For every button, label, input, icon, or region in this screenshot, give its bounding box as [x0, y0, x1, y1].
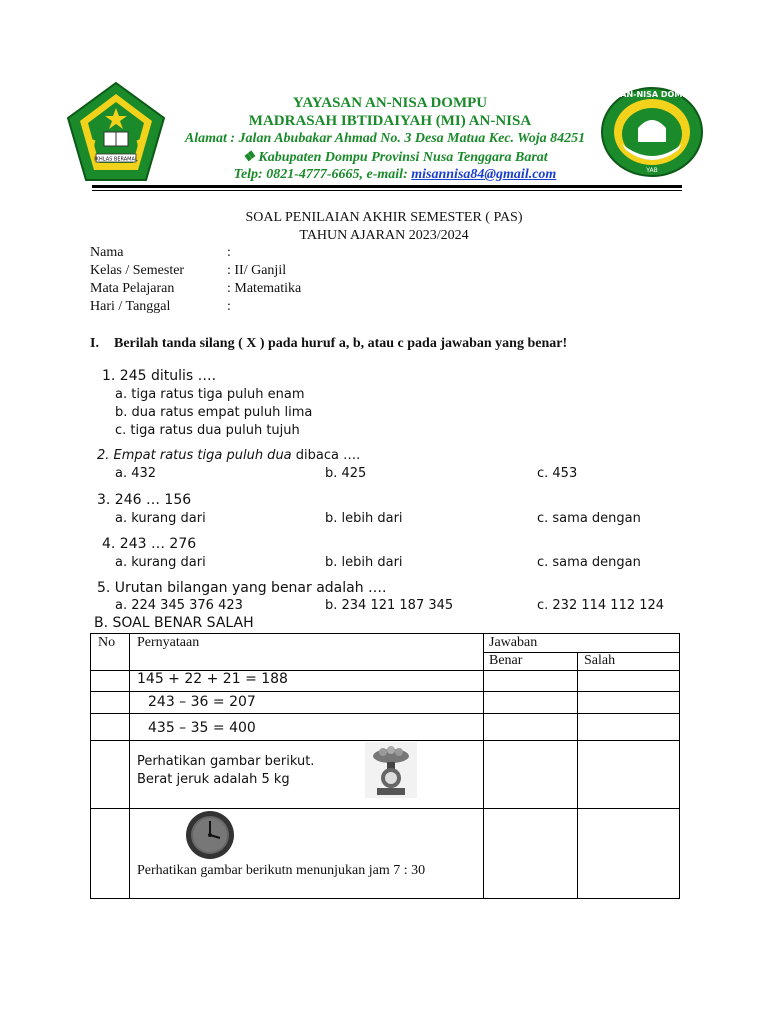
- identity-label-date: Hari / Tanggal: [90, 299, 171, 314]
- q2-option-c[interactable]: c. 453: [537, 466, 578, 481]
- header-answer: Jawaban: [489, 635, 538, 650]
- identity-value-name: :: [227, 245, 231, 260]
- true-false-table: [90, 633, 680, 899]
- q5-option-b[interactable]: b. 234 121 187 345: [325, 598, 454, 613]
- q1-option-a[interactable]: a. tiga ratus tiga puluh enam: [115, 387, 305, 402]
- header-no: No: [98, 635, 116, 650]
- statement-2: 243 – 36 = 207: [148, 694, 256, 710]
- q5-option-a[interactable]: a. 224 345 376 423: [115, 598, 243, 613]
- statement-5: Perhatikan gambar berikutn menunjukan jam 7 : 30: [137, 863, 426, 878]
- q2-option-b[interactable]: b. 425: [325, 466, 367, 481]
- clock-image: [183, 810, 237, 860]
- header-district-row: [190, 149, 600, 166]
- header-district: Kabupaten Dompu Provinsi Nusa Tenggara Barat: [258, 150, 548, 165]
- title-line1: SOAL PENILAIAN AKHIR SEMESTER ( PAS): [245, 210, 523, 225]
- q1-option-b[interactable]: b. dua ratus empat puluh lima: [115, 405, 313, 420]
- email-link[interactable]: misannisa84@gmail.com: [411, 167, 557, 182]
- question-5: 5. Urutan bilangan yang benar adalah ….: [97, 580, 387, 596]
- statement-1: 145 + 22 + 21 = 188: [137, 671, 288, 687]
- header-address: Alamat : Jalan Abubakar Ahmad No. 3 Desa Matua Kec. Woja 84251: [184, 131, 586, 146]
- q4-option-a[interactable]: a. kurang dari: [115, 555, 206, 570]
- q3-option-b[interactable]: b. lebih dari: [325, 511, 403, 526]
- header-school: MADRASAH IBTIDAIYAH (MI) AN-NISA: [248, 113, 532, 129]
- district-bullet-icon: ❖: [242, 150, 255, 165]
- header-phone: Telp: 0821-4777-6665, e-mail:: [233, 167, 412, 182]
- question-1: 1. 245 ditulis ….: [102, 368, 217, 384]
- header-divider-thick: [92, 185, 682, 188]
- left-logo-text: IKHLAS BERAMAL: [94, 156, 138, 163]
- header-contact: [190, 167, 600, 183]
- question-2: [97, 448, 360, 463]
- scale-oranges-image: [365, 742, 417, 798]
- statement-4-line1: Perhatikan gambar berikut.: [137, 754, 315, 769]
- right-logo: [600, 86, 704, 178]
- question-2-rest: dibaca ….: [291, 448, 361, 463]
- identity-value-date: :: [227, 299, 231, 314]
- q5-option-c[interactable]: c. 232 114 112 124: [537, 598, 665, 613]
- header-foundation: YAYASAN AN-NISA DOMPU: [292, 95, 488, 111]
- right-logo-text: MIAN-NISA DOMPU: [609, 90, 695, 99]
- section1-number: I.: [90, 336, 99, 351]
- section2-title: B. SOAL BENAR SALAH: [94, 615, 254, 631]
- q3-option-c[interactable]: c. sama dengan: [537, 511, 641, 526]
- question-3: 3. 246 … 156: [97, 492, 192, 508]
- header-divider-thin: [92, 190, 682, 191]
- left-logo: [64, 80, 168, 184]
- identity-value-class: : II/ Ganjil: [227, 263, 287, 278]
- header-statement: Pernyataan: [137, 635, 200, 650]
- title-line2: TAHUN AJARAN 2023/2024: [299, 228, 469, 243]
- identity-label-name: Nama: [90, 245, 124, 260]
- identity-value-subject: : Matematika: [227, 281, 302, 296]
- identity-label-subject: Mata Pelajaran: [90, 281, 175, 296]
- statement-3: 435 – 35 = 400: [148, 720, 256, 736]
- question-2-italic: 2. Empat ratus tiga puluh dua: [97, 448, 292, 463]
- section1-instruction: Berilah tanda silang ( X ) pada huruf a, b, atau c pada jawaban yang benar!: [114, 336, 568, 351]
- q4-option-b[interactable]: b. lebih dari: [325, 555, 403, 570]
- identity-label-class: Kelas / Semester: [90, 263, 185, 278]
- right-logo-bottom: YAB: [646, 167, 658, 174]
- q2-option-a[interactable]: a. 432: [115, 466, 157, 481]
- question-4: 4. 243 … 276: [102, 536, 197, 552]
- q3-option-a[interactable]: a. kurang dari: [115, 511, 206, 526]
- q1-option-c[interactable]: c. tiga ratus dua puluh tujuh: [115, 423, 300, 438]
- header-true: Benar: [489, 653, 523, 668]
- q4-option-c[interactable]: c. sama dengan: [537, 555, 641, 570]
- header-false: Salah: [584, 653, 616, 668]
- statement-4-line2: Berat jeruk adalah 5 kg: [137, 772, 290, 787]
